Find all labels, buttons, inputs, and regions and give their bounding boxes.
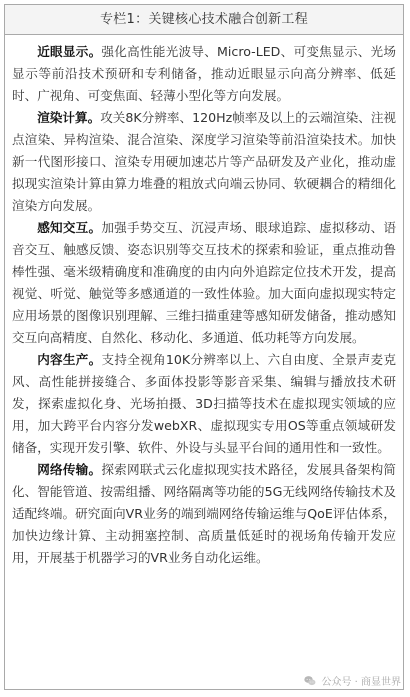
- watermark-text: 公众号 · 商显世界: [321, 677, 401, 688]
- section-near-eye-display: [12, 41, 396, 107]
- section-heading: 网络传输。: [37, 462, 102, 477]
- section-body: 探索网联式云化虚拟现实技术路径，发展具备架构简化、智能管道、按需组播、网络隔离等功能的5G无线网络传输技术及适配终端。研究面向VR业务的端到端网络传输运维与QoE评估体系，加快边缘计算、主动拥塞控制、高质量低延时的视场角传输开发应用，开展基于机器学习的VR业务自动化运维。: [12, 462, 397, 565]
- section-heading: 渲染计算。: [37, 110, 101, 125]
- column-box: [4, 4, 404, 690]
- section-heading: 内容生产。: [37, 352, 102, 367]
- section-content-production: [12, 349, 396, 459]
- wechat-icon: [303, 674, 317, 688]
- section-heading: 近眼显示。: [37, 44, 102, 59]
- section-body: 支持全视角10K分辨率以上、六自由度、全景声麦克风、高性能拼接缝合、多面体投影等影音采集、编辑与播放技术研发，探索虚拟化身、光场拍摄、3D扫描等技术在虚拟现实领域的应用，加大跨平台内容分发webXR、虚拟现实专用OS等重点领域研发储备，实现开发引擎、软件、外设与头显平台间的通用性和一致性。: [12, 352, 397, 455]
- column-title: 专栏1：关键核心技术融合创新工程: [99, 12, 309, 27]
- section-body: 强化高性能光波导、Micro-LED、可变焦显示、光场显示等前沿技术预研和专利储备，推动近眼显示向高分辨率、低延时、广视角、可变焦面、轻薄小型化等方向发展。: [12, 44, 396, 103]
- column-content: [5, 35, 403, 569]
- watermark: [303, 673, 401, 688]
- section-network-transmission: [12, 459, 396, 569]
- column-title-bar: [5, 5, 403, 35]
- section-rendering-computing: [12, 107, 396, 217]
- section-heading: 感知交互。: [37, 220, 102, 235]
- section-perception-interaction: [12, 217, 396, 349]
- section-body: 加强手势交互、沉浸声场、眼球追踪、虚拟移动、语音交互、触感反馈、姿态识别等交互技术的探索和验证，重点推动鲁棒性强、毫米级精确度和准确度的由内向外追踪定位技术开发，提高视觉、听觉、触觉等多感通道的一致性体验。加大面向虚拟现实特定应用场景的图像识别理解、三维扫描重建等感知研发储备，推动感知交互向高精度、自然化、移动化、多通道、低功耗等方向发展。: [12, 220, 397, 345]
- section-body: 攻关8K分辨率、120Hz帧率及以上的云端渲染、注视点渲染、异构渲染、混合渲染、深度学习渲染等前沿渲染技术。加快新一代图形接口、渲染专用硬加速芯片等产品研发及产业化，推动虚拟现实渲染计算由算力堆叠的粗放式向端云协同、软硬耦合的精细化渲染方向发展。: [12, 110, 397, 213]
